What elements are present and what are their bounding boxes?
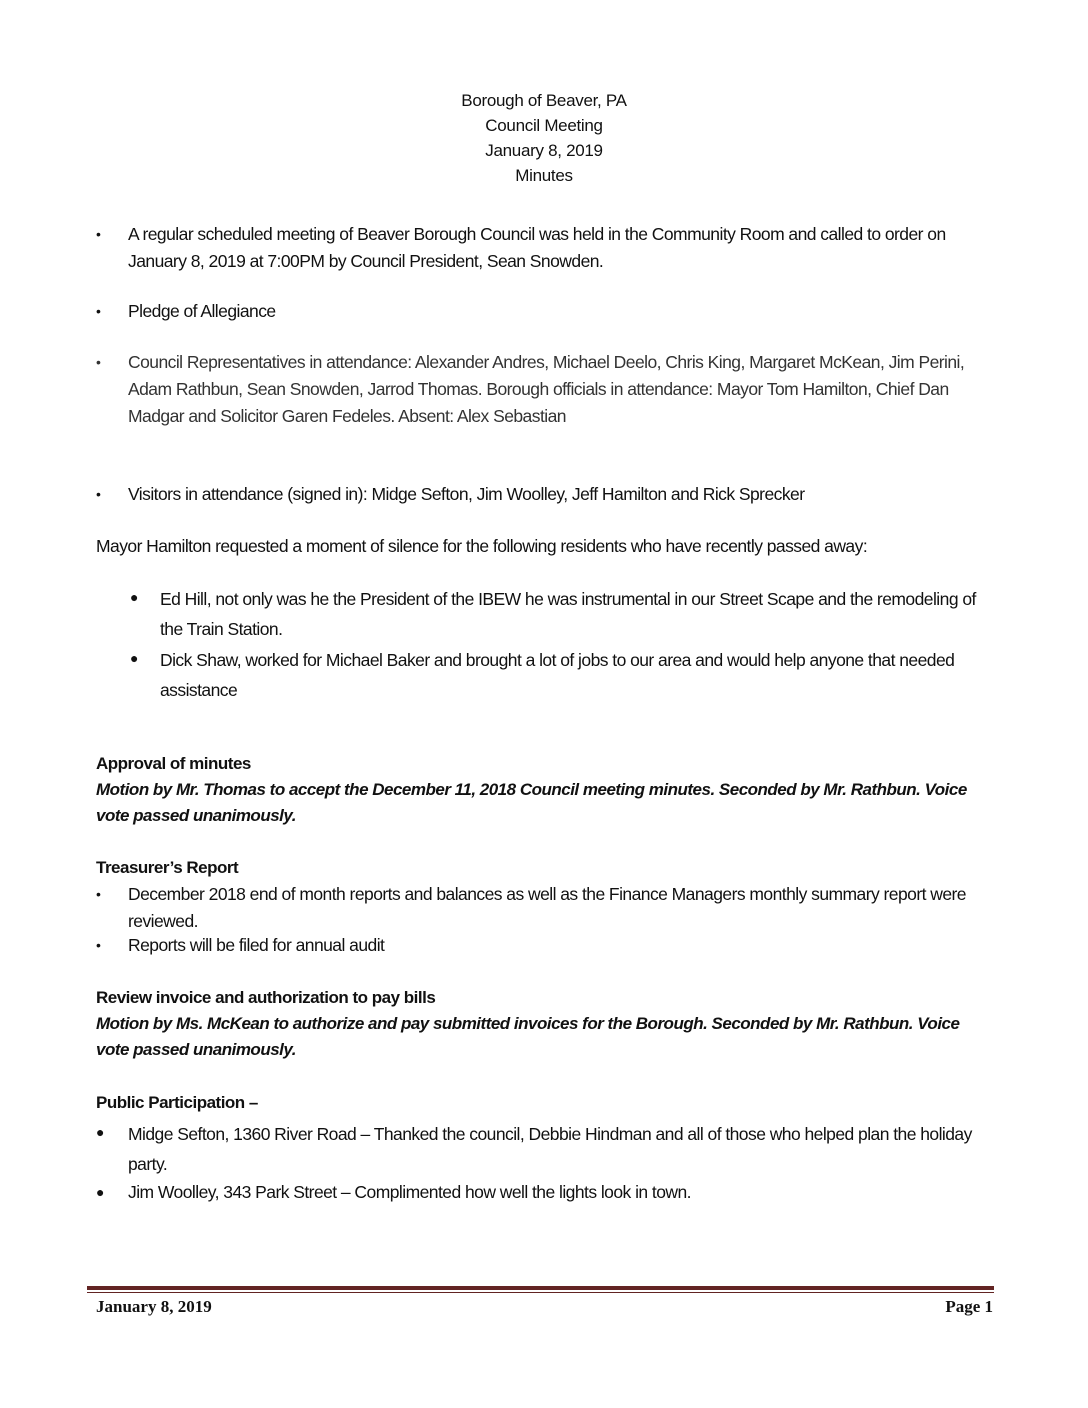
- bullet-icon: ●: [96, 1184, 104, 1200]
- motion-text: Motion by Mr. Thomas to accept the December 11, 2018 Council meeting minutes. Seconded by Mr. Rathbun. Voice vote passed unanimously.: [96, 780, 967, 825]
- section-approval: [96, 751, 996, 829]
- footer-rule-thick: [87, 1286, 994, 1290]
- title-minutes: Minutes: [515, 166, 573, 185]
- intro-bullet-attendance: • Council Representatives in attendance: Alexander Andres, Michael Deelo, Chris King, Margaret McKean, Jim Perini, Adam Rathbun, Sean Snowden, Jarrod Thomas. Borough officials in attendance: Mayor Tom Hamilton, Chief Dan Madgar and Solicitor Garen Fedeles. Absent: Alex Sebastian: [96, 349, 1006, 430]
- section-heading: Approval of minutes: [96, 754, 251, 773]
- intro-bullet-call-to-order: • A regular scheduled meeting of Beaver Borough Council was held in the Community Room and called to order on January 8, 2019 at 7:00PM by Council President, Sean Snowden.: [96, 221, 1006, 275]
- silence-item-ed-hill: ● Ed Hill, not only was he the President of the IBEW he was instrumental in our Street Scape and the remodeling of the Train Station.: [130, 584, 990, 644]
- silence-intro: Mayor Hamilton requested a moment of silence for the following residents who have recently passed away:: [96, 536, 868, 556]
- bullet-icon: •: [96, 226, 101, 242]
- footer-page-number: Page 1: [945, 1297, 993, 1316]
- bullet-icon: ●: [130, 650, 138, 666]
- bullet-icon: •: [96, 886, 101, 902]
- footer-date: January 8, 2019: [96, 1297, 212, 1316]
- section-invoices: [96, 985, 996, 1063]
- section-heading: Review invoice and authorization to pay bills: [96, 988, 436, 1007]
- title-borough: Borough of Beaver, PA: [461, 91, 627, 110]
- motion-text: Motion by Ms. McKean to authorize and pay submitted invoices for the Borough. Seconded by Mr. Rathbun. Voice vote passed unanimously.: [96, 1014, 960, 1059]
- bullet-icon: ●: [130, 589, 138, 605]
- public-item: ● Jim Woolley, 343 Park Street – Complimented how well the lights look in town.: [96, 1179, 1006, 1206]
- intro-bullet-pledge: • Pledge of Allegiance: [96, 298, 1006, 325]
- bullet-icon: •: [96, 303, 101, 319]
- title-date: January 8, 2019: [485, 141, 603, 160]
- footer-rule-thin: [87, 1292, 994, 1293]
- treasurer-item: • Reports will be filed for annual audit: [96, 932, 1006, 959]
- section-treasurer: [96, 855, 996, 881]
- bullet-icon: •: [96, 354, 101, 370]
- bullet-icon: ●: [96, 1124, 104, 1140]
- intro-bullet-visitors: • Visitors in attendance (signed in): Midge Sefton, Jim Woolley, Jeff Hamilton and Rick Sprecker: [96, 481, 1006, 508]
- bullet-icon: •: [96, 937, 101, 953]
- treasurer-item: • December 2018 end of month reports and balances as well as the Finance Managers monthly summary report were reviewed.: [96, 881, 1006, 935]
- section-heading: Public Participation –: [96, 1093, 258, 1112]
- document-title: [0, 88, 1088, 188]
- silence-item-dick-shaw: ● Dick Shaw, worked for Michael Baker and brought a lot of jobs to our area and would help anyone that needed assistance: [130, 645, 990, 705]
- public-item: ● Midge Sefton, 1360 River Road – Thanked the council, Debbie Hindman and all of those who helped plan the holiday party.: [96, 1119, 996, 1179]
- title-meeting: Council Meeting: [485, 116, 603, 135]
- section-heading: Treasurer’s Report: [96, 858, 239, 877]
- section-public: [96, 1090, 996, 1116]
- bullet-icon: •: [96, 486, 101, 502]
